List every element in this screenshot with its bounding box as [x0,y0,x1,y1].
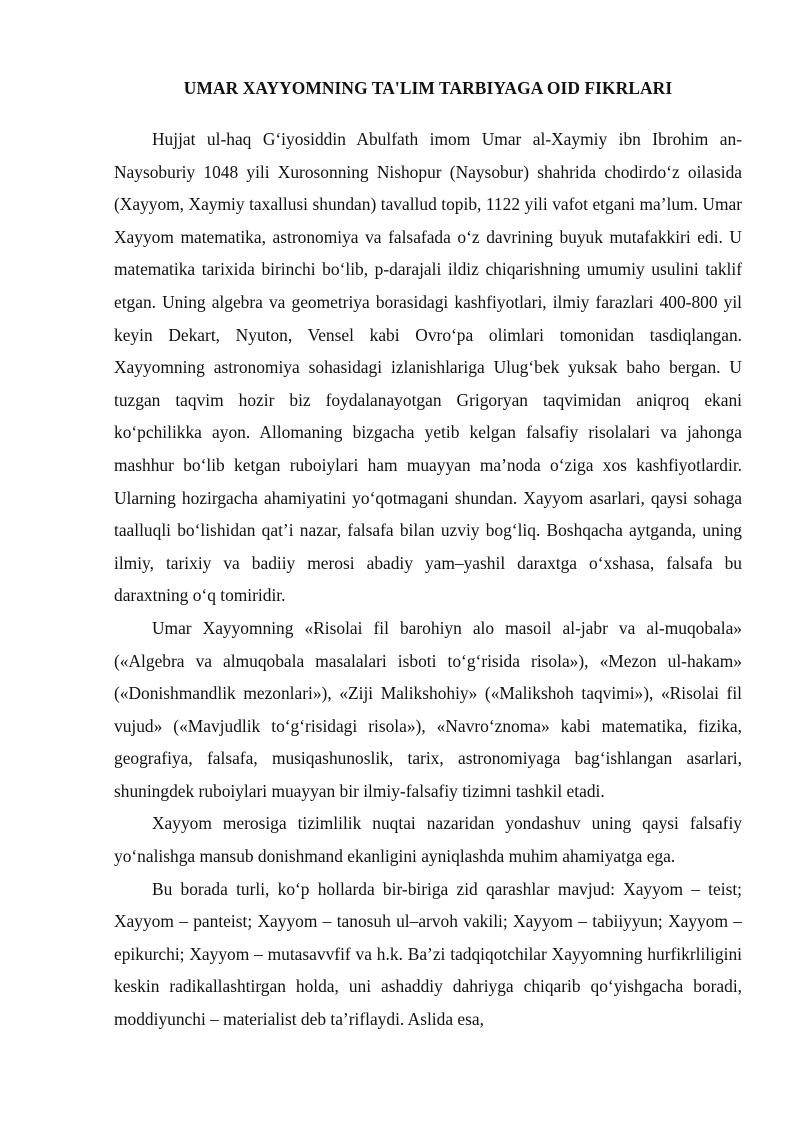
paragraph-biography: Hujjat ul-haq G‘iyosiddin Abulfath imom Umar al-Xaymiy ibn Ibrohim an-Naysoburiy 1048 yili Xurosonning Nishopur (Naysobur) shahrida chodirdo‘z oilasida (Xayyom, Xaymiy taxallusi shundan) tavallud topib, 1122 yili vafot etgani ma’lum. Umar Xayyom matematika, astronomiya va falsafada o‘z davrining buyuk mutafakkiri edi. U matematika tarixida birinchi bo‘lib, p-darajali ildiz chiqarishning umumiy usulini taklif etgan. Uning algebra va geometriya borasidagi kashfiyotlari, ilmiy farazlari 400-800 yil keyin Dekart, Nyuton, Vensel kabi Ovro‘pa olimlari tomonidan tasdiqlangan. Xayyomning astronomiya sohasidagi izlanishlariga Ulug‘bek yuksak baho bergan. U tuzgan taqvim hozir biz foydalanayotgan Grigoryan taqvimidan aniqroq ekani ko‘pchilikka ayon. Allomaning bizgacha yetib kelgan falsafiy risolalari va jahonga mashhur bo‘lib ketgan ruboiylari ham muayyan ma’noda o‘ziga xos kashfiyotlardir. Ularning hozirgacha ahamiyatini yo‘qotmagani shundan. Xayyom asarlari, qaysi sohaga taalluqli bo‘lishidan qat’i nazar, falsafa bilan uzviy bog‘liq. Boshqacha aytganda, uning ilmiy, tarixiy va badiiy merosi abadiy yam–yashil daraxtga o‘xshasa, falsafa bu daraxtning o‘q tomiridir. [114,129,742,606]
document-page [114,76,742,1036]
paragraph-views: Bu borada turli, ko‘p hollarda bir-biriga zid qarashlar mavjud: Xayyom – teist; Xayyom – panteist; Xayyom – tanosuh ul–arvoh vakili; Xayyom – tabiiyyun; Xayyom – epikurchi; Xayyom – mutasavvfif va h.k. Ba’zi tadqiqotchilar Xayyomning hurfikrliligini keskin radikallashtirgan holda, uni ashaddiy dahriyga chiqarib qo‘yishgacha boradi, moddiyunchi – materialist deb ta’riflaydi. Aslida esa, [114,878,742,1030]
paragraph-systematic-approach: Xayyom merosiga tizimlilik nuqtai nazaridan yondashuv uning qaysi falsafiy yo‘nalishga mansub donishmand ekanligini ayniqlashda muhim ahamiyatga ega. [114,813,742,867]
paragraph-works: Umar Xayyomning «Risolai fil barohiyn alo masoil al-jabr va al-muqobala» («Algebra va almuqobala masalalari isboti to‘g‘risida risola»), «Mezon ul-hakam» («Donishmandlik mezonlari»), «Ziji Malikshohiy» («Malikshoh taqvimi»), «Risolai fil vujud» («Mavjudlik to‘g‘risidagi risola»), «Navro‘znoma» kabi matematika, fizika, geografiya, falsafa, musiqashunoslik, tarix, astronomiyaga bag‘ishlangan asarlari, shuningdek ruboiylari muayyan bir ilmiy-falsafiy tizimni tashkil etadi. [114,617,742,801]
document-title: UMAR XAYYOMNING TA'LIM TARBIYAGA OID FIKRLARI [183,78,673,98]
